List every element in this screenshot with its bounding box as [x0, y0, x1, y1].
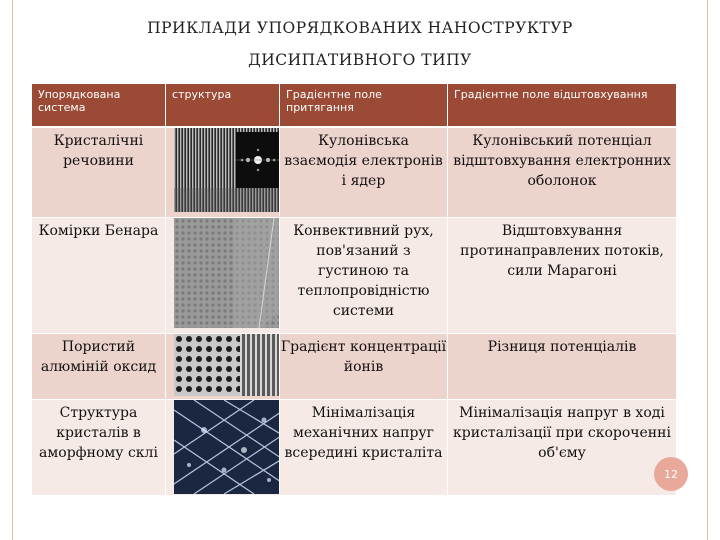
- porous-alumina-image: [174, 334, 280, 396]
- cell-attraction: Конвективний рух, пов'язаний з густиною та теплопровідністю системи: [280, 218, 448, 334]
- benard-cells-image: [174, 218, 280, 328]
- cell-repulsion: Відштовхування протинаправлених потоків, сили Марагоні: [448, 218, 676, 334]
- cell-attraction: Мінімалізація механічних напруг всередині кристаліта: [280, 400, 448, 496]
- slide-frame-left: [12, 0, 13, 540]
- cell-system: Комірки Бенара: [32, 218, 166, 334]
- cell-system: Структура кристалів в аморфному склі: [32, 400, 166, 496]
- cell-structure: [166, 334, 280, 400]
- cell-repulsion: Мінімалізація напруг в ході кристалізації при скороченні об'єму: [448, 400, 676, 496]
- header-attraction: Градієнтне поле притягання: [280, 84, 448, 128]
- nanostructures-table: [32, 84, 676, 496]
- table-row: [32, 334, 676, 400]
- slide-title-line-1: ПРИКЛАДИ УПОРЯДКОВАНИХ НАНОСТРУКТУР: [147, 19, 573, 37]
- cell-repulsion: Різниця потенціалів: [448, 334, 676, 400]
- cell-attraction: Кулонівська взаємодія електронів і ядер: [280, 128, 448, 218]
- table-header-row: [32, 84, 676, 128]
- cell-structure: [166, 400, 280, 496]
- header-repulsion: Градієнтне поле відштовхування: [448, 84, 676, 128]
- header-system: Упорядкована система: [32, 84, 166, 128]
- cell-system: Пористий алюміній оксид: [32, 334, 166, 400]
- table-row: [32, 218, 676, 334]
- cell-attraction: Градієнт концентрації йонів: [280, 334, 448, 400]
- table-row: [32, 128, 676, 218]
- cell-repulsion: Кулонівський потенціал відштовхування електронних оболонок: [448, 128, 676, 218]
- cell-system: Кристалічні речовини: [32, 128, 166, 218]
- slide-title: [40, 12, 680, 76]
- crystal-lattice-diffraction-image: [174, 128, 280, 212]
- slide-frame-right: [707, 0, 708, 540]
- cell-structure: [166, 218, 280, 334]
- table-row: [32, 400, 676, 496]
- cell-structure: [166, 128, 280, 218]
- glass-crystals-image: [174, 400, 280, 494]
- header-structure: структура: [166, 84, 280, 128]
- slide-title-line-2: ДИСИПАТИВНОГО ТИПУ: [248, 51, 472, 69]
- page-number-badge: 12: [654, 457, 688, 491]
